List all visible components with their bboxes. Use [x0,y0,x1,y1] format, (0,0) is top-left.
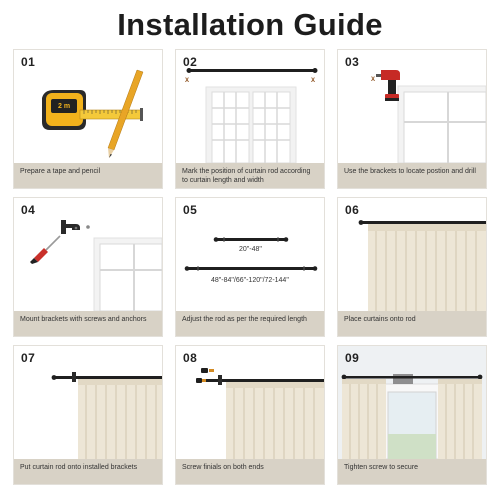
step-caption: Use the brackets to locate postion and drill [338,163,486,188]
curtain-rod [54,376,162,379]
step-number: 08 [183,351,198,365]
mark-right: X [311,78,316,84]
step-card-04 [13,197,163,337]
step-number: 02 [183,55,198,69]
step-card-09 [337,345,487,485]
step-card-07 [13,345,163,485]
power-drill-icon [376,70,400,101]
drill-illustration [338,50,486,163]
drill-mark: X [371,77,376,83]
window-frame-icon [206,87,296,163]
place-curtains-illustration [338,198,486,311]
curtain-panel-icon [226,382,324,459]
tape-label: 2 m [58,103,71,110]
step-caption: Tighten screw to secure [338,459,486,484]
step-card-08 [175,345,325,485]
step-number: 09 [345,351,360,365]
tape-and-pencil-illustration [14,50,162,163]
mount-bracket-illustration [14,198,162,311]
short-rod-size: 20"-48" [239,246,262,253]
screw-finials-illustration [176,346,324,459]
window-frame-icon [398,86,486,163]
step-card-01 [13,49,163,189]
window-frame-icon [94,238,162,311]
step-caption: Put curtain rod onto installed brackets [14,459,162,484]
step-card-03 [337,49,487,189]
step-number: 03 [345,55,360,69]
adjust-rod-illustration [176,198,324,311]
mark-left: X [185,78,190,84]
rod-onto-brackets-illustration [14,346,162,459]
curtain-panel-icon [78,379,162,459]
step-caption: Adjust the rod as per the required length [176,311,324,336]
step-card-05 [175,197,325,337]
curtain-rod [361,221,486,224]
step-caption: Place curtains onto rod [338,311,486,336]
step-caption: Mark the position of curtain rod according to curtain length and width [176,163,324,188]
step-number: 05 [183,203,198,217]
bracket-icon [72,372,76,382]
step-number: 01 [21,55,36,69]
step-number: 06 [345,203,360,217]
finial-icon [201,368,214,373]
page-title: Installation Guide [117,7,383,42]
step-number: 04 [21,203,36,217]
short-rod-icon [214,237,289,242]
screw-icon [86,225,90,229]
step-card-02 [175,49,325,189]
curtain-rod [189,69,315,72]
step-caption: Prepare a tape and pencil [14,163,162,188]
step-caption: Mount brackets with screws and anchors [14,311,162,336]
curtain-rod [344,376,480,379]
lamp-shade [393,374,413,384]
curtain-right-panel-icon [438,379,482,459]
screwdriver-icon [30,236,60,264]
step-number: 07 [21,351,36,365]
tighten-screw-illustration [338,346,486,459]
bracket-icon [61,220,90,234]
long-rod-icon [185,266,318,271]
step-caption: Screw finials on both ends [176,459,324,484]
long-rod-size: 48"-84"/66"-120"/72-144" [211,277,289,284]
window-frame-icon [382,384,442,459]
curtain-panel-icon [368,224,486,311]
mark-rod-position-illustration [176,50,324,163]
curtain-left-panel-icon [342,379,386,459]
bracket-icon [218,375,222,385]
step-card-06 [337,197,487,337]
